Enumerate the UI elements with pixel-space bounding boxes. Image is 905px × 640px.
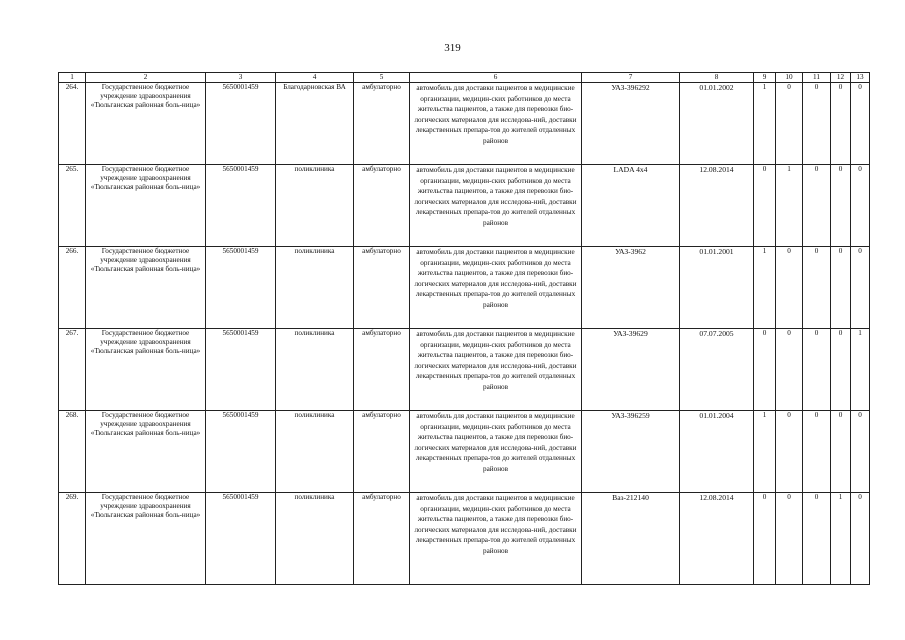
count-cell: 1	[851, 329, 870, 411]
column-header: 1	[59, 73, 86, 83]
vehicle-model: УАЗ-3962	[582, 247, 680, 329]
row-number: 269.	[59, 493, 86, 585]
column-header: 7	[582, 73, 680, 83]
count-cell: 0	[776, 247, 803, 329]
count-cell: 0	[754, 165, 776, 247]
inn-code: 5650001459	[206, 247, 276, 329]
count-cell: 0	[831, 165, 851, 247]
column-header: 11	[803, 73, 831, 83]
subdivision: Благодарновская ВА	[276, 83, 354, 165]
table-row	[59, 247, 870, 329]
organization-name: Государственное бюджетное учреждение здравоохранения «Тюльганская районная боль-ница»	[86, 247, 206, 329]
vehicle-model: УАЗ-39629	[582, 329, 680, 411]
vehicle-purpose: автомобиль для доставки пациентов в медицинские организации, медицин-ских работников до места жительства пациентов, а также для перевозки био-логических материалов для исследова-ний, доставки лекарственных препара-тов до жителей отдаленных районов	[410, 411, 582, 493]
organization-name: Государственное бюджетное учреждение здравоохранения «Тюльганская районная боль-ница»	[86, 493, 206, 585]
count-cell: 0	[851, 165, 870, 247]
column-header: 3	[206, 73, 276, 83]
row-number: 268.	[59, 411, 86, 493]
count-cell: 0	[851, 247, 870, 329]
count-cell: 0	[776, 493, 803, 585]
column-header: 4	[276, 73, 354, 83]
care-type: амбулаторно	[354, 329, 410, 411]
table-row	[59, 83, 870, 165]
count-cell: 1	[776, 165, 803, 247]
subdivision: поликлиника	[276, 247, 354, 329]
vehicle-model: УАЗ-396292	[582, 83, 680, 165]
column-header: 13	[851, 73, 870, 83]
vehicle-registry-table	[58, 72, 870, 585]
row-number: 266.	[59, 247, 86, 329]
count-cell: 0	[851, 83, 870, 165]
inn-code: 5650001459	[206, 493, 276, 585]
column-header: 2	[86, 73, 206, 83]
count-cell: 0	[776, 329, 803, 411]
care-type: амбулаторно	[354, 165, 410, 247]
care-type: амбулаторно	[354, 493, 410, 585]
vehicle-purpose: автомобиль для доставки пациентов в медицинские организации, медицин-ских работников до места жительства пациентов, а также для перевозки био-логических материалов для исследова-ний, доставки лекарственных препара-тов до жителей отдаленных районов	[410, 493, 582, 585]
organization-name: Государственное бюджетное учреждение здравоохранения «Тюльганская районная боль-ница»	[86, 165, 206, 247]
vehicle-purpose: автомобиль для доставки пациентов в медицинские организации, медицин-ских работников до места жительства пациентов, а также для перевозки био-логических материалов для исследова-ний, доставки лекарственных препара-тов до жителей отдаленных районов	[410, 83, 582, 165]
care-type: амбулаторно	[354, 411, 410, 493]
subdivision: поликлиника	[276, 165, 354, 247]
column-header: 10	[776, 73, 803, 83]
organization-name: Государственное бюджетное учреждение здравоохранения «Тюльганская районная боль-ница»	[86, 329, 206, 411]
vehicle-purpose: автомобиль для доставки пациентов в медицинские организации, медицин-ских работников до места жительства пациентов, а также для перевозки био-логических материалов для исследова-ний, доставки лекарственных препара-тов до жителей отдаленных районов	[410, 329, 582, 411]
vehicle-date: 07.07.2005	[680, 329, 754, 411]
column-header: 6	[410, 73, 582, 83]
table-row	[59, 411, 870, 493]
count-cell: 0	[776, 411, 803, 493]
count-cell: 0	[851, 493, 870, 585]
organization-name: Государственное бюджетное учреждение здравоохранения «Тюльганская районная боль-ница»	[86, 411, 206, 493]
vehicle-model: УАЗ-396259	[582, 411, 680, 493]
column-header: 9	[754, 73, 776, 83]
count-cell: 0	[803, 329, 831, 411]
subdivision: поликлиника	[276, 411, 354, 493]
care-type: амбулаторно	[354, 83, 410, 165]
count-cell: 1	[754, 247, 776, 329]
count-cell: 0	[803, 247, 831, 329]
column-header: 5	[354, 73, 410, 83]
table-row	[59, 165, 870, 247]
count-cell: 0	[831, 329, 851, 411]
count-cell: 0	[831, 83, 851, 165]
count-cell: 0	[754, 329, 776, 411]
count-cell: 1	[754, 411, 776, 493]
count-cell: 0	[831, 247, 851, 329]
vehicle-date: 01.01.2002	[680, 83, 754, 165]
count-cell: 0	[803, 165, 831, 247]
vehicle-model: LADA 4x4	[582, 165, 680, 247]
table-row	[59, 329, 870, 411]
inn-code: 5650001459	[206, 83, 276, 165]
subdivision: поликлиника	[276, 329, 354, 411]
row-number: 264.	[59, 83, 86, 165]
row-number: 267.	[59, 329, 86, 411]
count-cell: 0	[754, 493, 776, 585]
vehicle-date: 12.08.2014	[680, 493, 754, 585]
vehicle-purpose: автомобиль для доставки пациентов в медицинские организации, медицин-ских работников до места жительства пациентов, а также для перевозки био-логических материалов для исследова-ний, доставки лекарственных препара-тов до жителей отдаленных районов	[410, 165, 582, 247]
column-number-row	[59, 73, 870, 83]
column-header: 8	[680, 73, 754, 83]
count-cell: 0	[776, 83, 803, 165]
vehicle-date: 01.01.2004	[680, 411, 754, 493]
count-cell: 1	[754, 83, 776, 165]
count-cell: 0	[803, 83, 831, 165]
column-header: 12	[831, 73, 851, 83]
care-type: амбулаторно	[354, 247, 410, 329]
vehicle-date: 01.01.2001	[680, 247, 754, 329]
inn-code: 5650001459	[206, 165, 276, 247]
count-cell: 0	[803, 411, 831, 493]
page-number: 319	[444, 42, 461, 54]
inn-code: 5650001459	[206, 411, 276, 493]
subdivision: поликлиника	[276, 493, 354, 585]
row-number: 265.	[59, 165, 86, 247]
count-cell: 1	[831, 493, 851, 585]
vehicle-model: Ваз-212140	[582, 493, 680, 585]
count-cell: 0	[851, 411, 870, 493]
count-cell: 0	[803, 493, 831, 585]
inn-code: 5650001459	[206, 329, 276, 411]
vehicle-date: 12.08.2014	[680, 165, 754, 247]
organization-name: Государственное бюджетное учреждение здравоохранения «Тюльганская районная боль-ница»	[86, 83, 206, 165]
count-cell: 0	[831, 411, 851, 493]
vehicle-purpose: автомобиль для доставки пациентов в медицинские организации, медицин-ских работников до места жительства пациентов, а также для перевозки био-логических материалов для исследова-ний, доставки лекарственных препара-тов до жителей отдаленных районов	[410, 247, 582, 329]
table-row	[59, 493, 870, 585]
